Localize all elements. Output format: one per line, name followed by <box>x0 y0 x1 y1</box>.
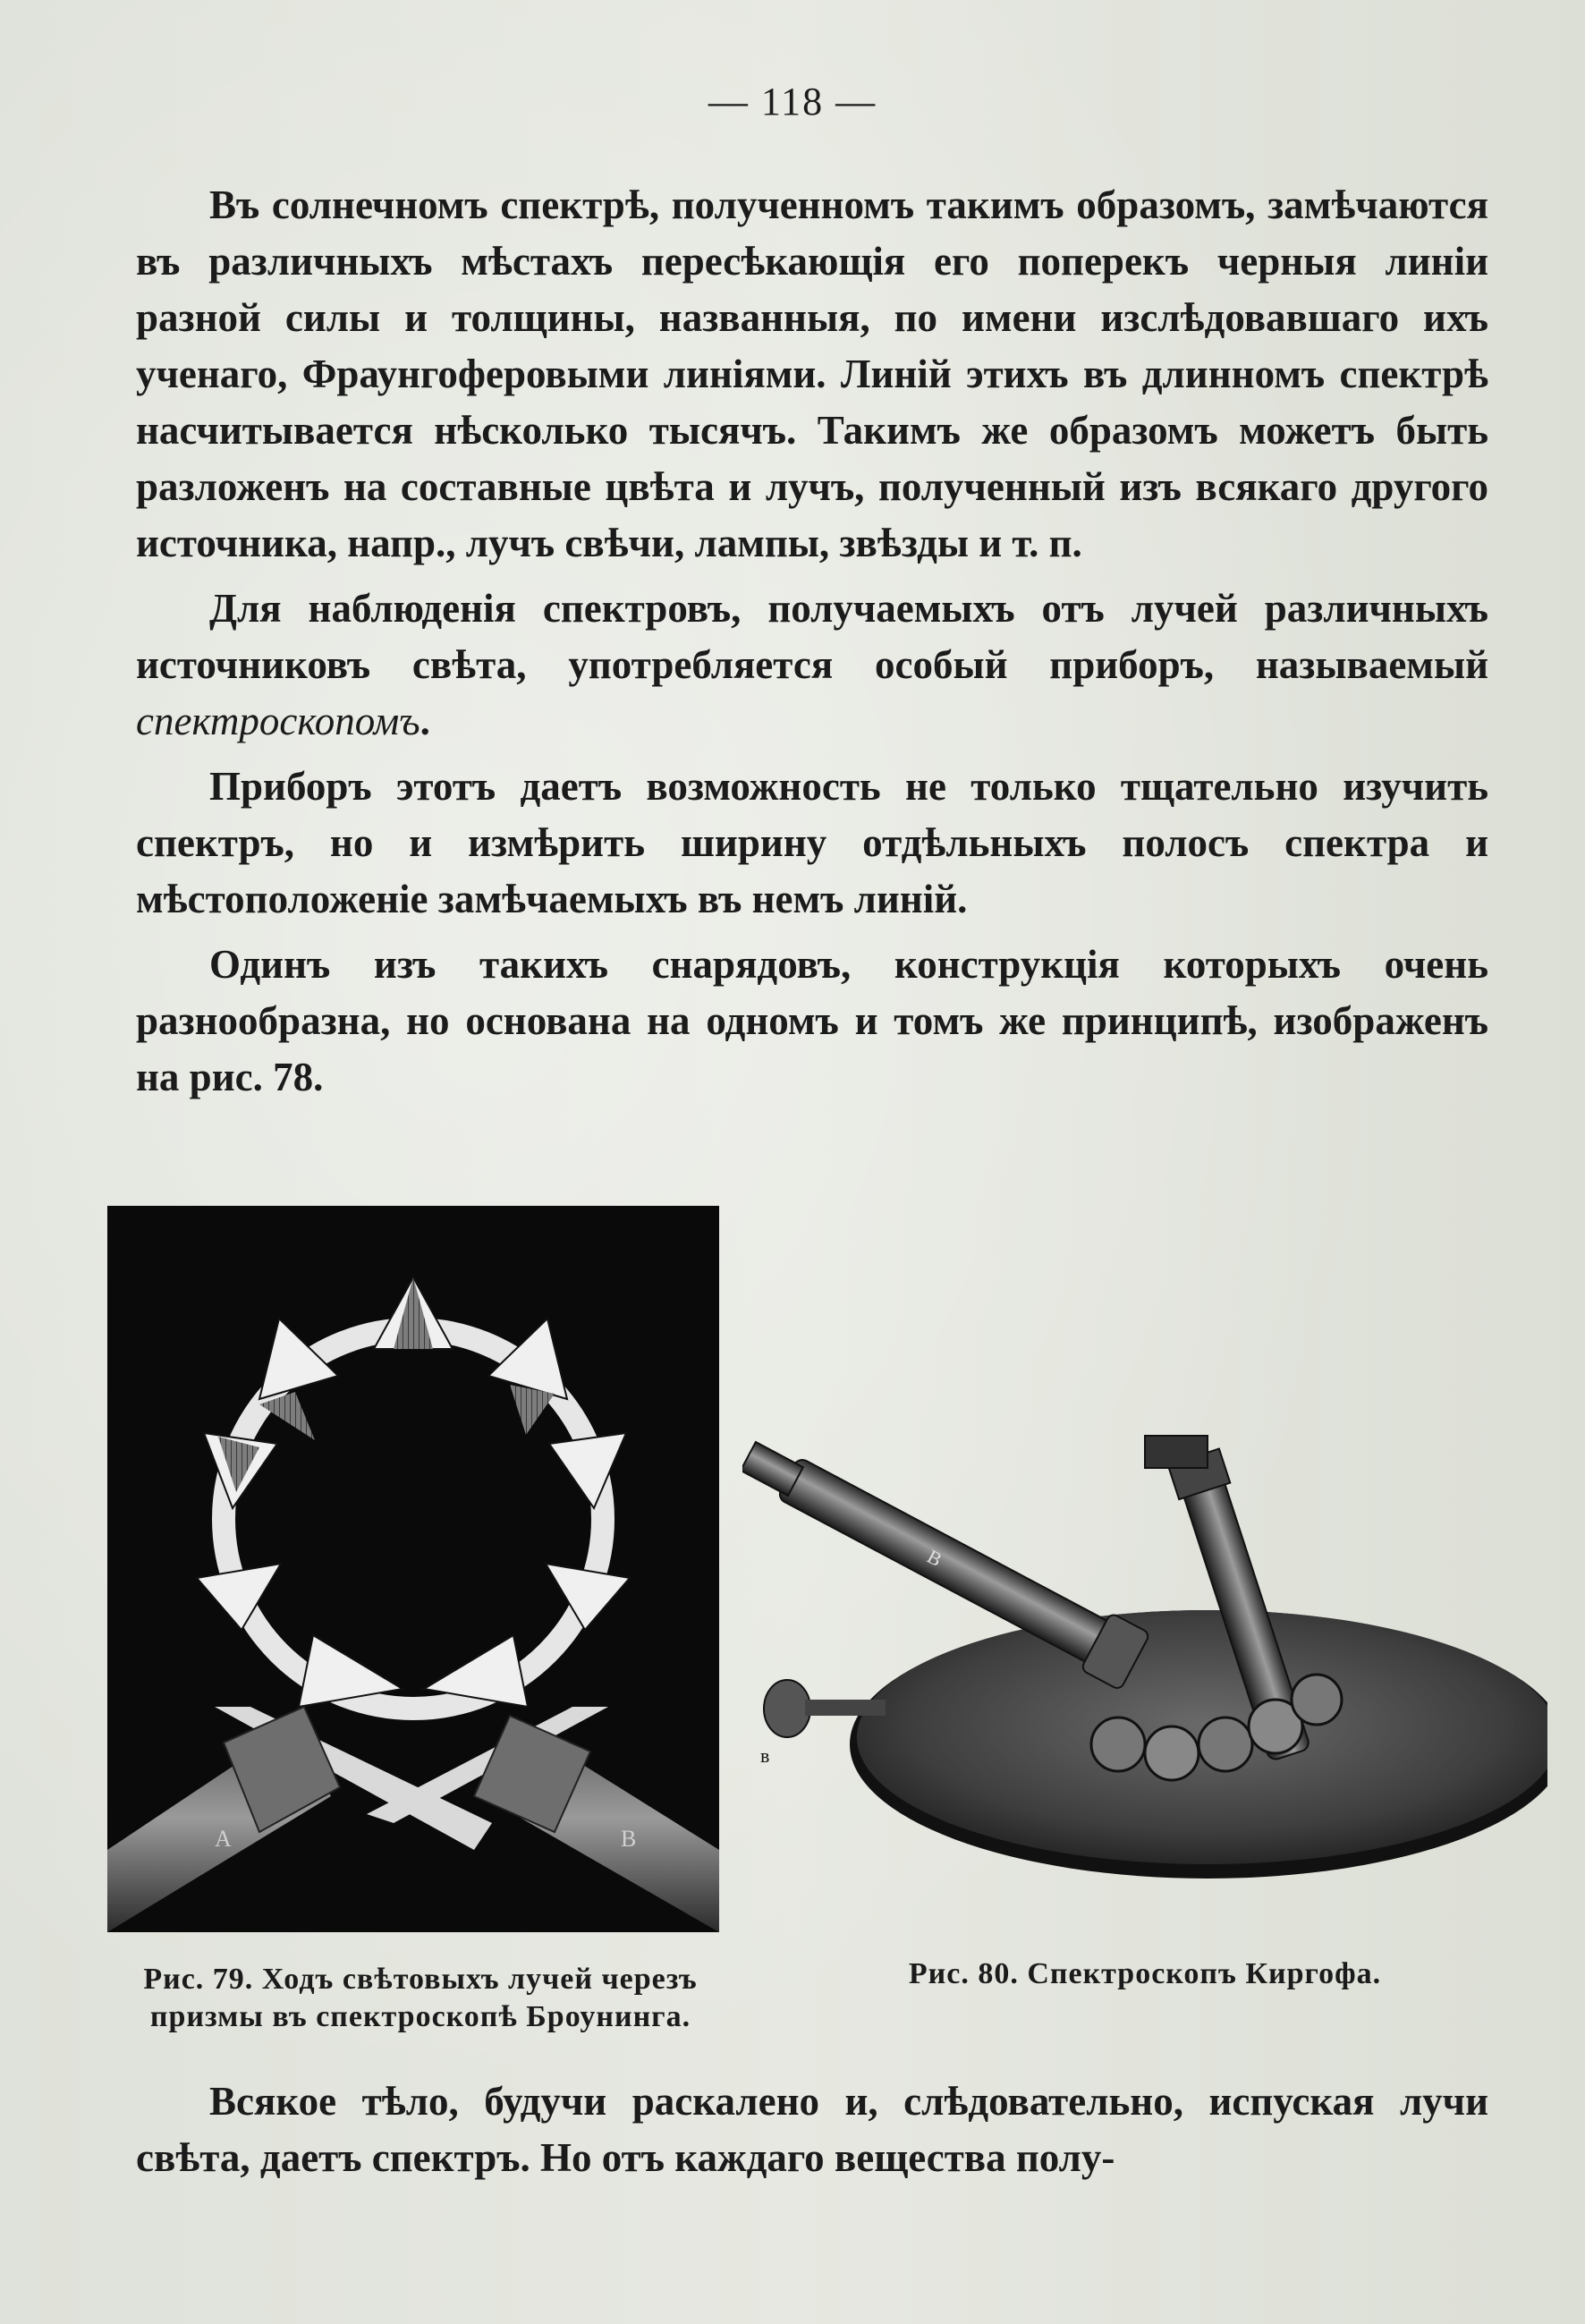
caption-figure-80: Рис. 80. Спектроскопъ Киргофа. <box>908 1957 1382 1990</box>
italic-term: спектроскопомъ <box>136 699 420 743</box>
paragraph-figure-ref: Одинъ изъ такихъ снарядовъ, конструкція которыхъ очень разнообразна, но основана на одномъ и томъ же принципѣ, изображенъ на рис. 78. <box>136 942 1488 1099</box>
label-a: A <box>215 1826 232 1852</box>
prism-ring-illustration <box>107 1206 719 1932</box>
paragraph-incandescent: Всякое тѣло, будучи раскалено и, слѣдовательно, испуская лучи свѣта, даетъ спектръ. Но отъ каждаго вещества полу- <box>136 2079 1488 2180</box>
page-number: — 118 — <box>708 80 877 123</box>
spectroscope-illustration <box>742 1387 1547 1887</box>
paragraph-instrument: Приборъ этотъ даетъ возможность не только тщательно изучить спектръ, но и измѣрить ширину отдѣльныхъ полосъ спектра и мѣстоположеніе замѣчаемыхъ въ немъ линій. <box>136 764 1488 921</box>
label-tube-b: B <box>923 1545 946 1572</box>
paragraph-spectroscope-text: Для наблюденія спектровъ, получаемыхъ отъ лучей различныхъ источниковъ свѣта, употребляется особый приборъ, называемый <box>136 586 1488 687</box>
figure-79-prism-ring <box>107 1206 719 1932</box>
label-b: B <box>621 1826 637 1852</box>
body-text-top <box>136 177 1488 1115</box>
paragraph-fraunhofer: Въ солнечномъ спектрѣ, полученномъ такимъ образомъ, замѣчаются въ различныхъ мѣстахъ пересѣкающія его поперекъ черныя линіи разной силы и толщины, названныя, по имени изслѣдовавшаго ихъ ученаго, Фраунгоферовыми линіями. Линій этихъ въ длинномъ спектрѣ насчитывается нѣсколько тысячъ. Такимъ же образомъ можетъ быть разложенъ на составные цвѣта и лучъ, полученный изъ всякаго другого источника, напр., лучъ свѣчи, лампы, звѣзды и т. п. <box>136 182 1488 565</box>
paragraph-spectroscope: Для наблюденія спектровъ, получаемыхъ отъ лучей различныхъ источниковъ свѣта, употребляется особый приборъ, называемый спектроскопомъ. <box>136 586 1488 743</box>
label-mount: в <box>760 1744 770 1767</box>
body-text-bottom <box>136 2074 1488 2195</box>
eyepiece-head <box>1145 1436 1208 1468</box>
figure-80-kirchhoff-spectroscope <box>742 1387 1547 1887</box>
collimator-tube <box>742 1428 1150 1691</box>
caption-figure-79: Рис. 79. Ходъ свѣтовыхъ лучей черезъ призмы въ спектроскопѣ Броунинга. <box>143 1963 698 2033</box>
